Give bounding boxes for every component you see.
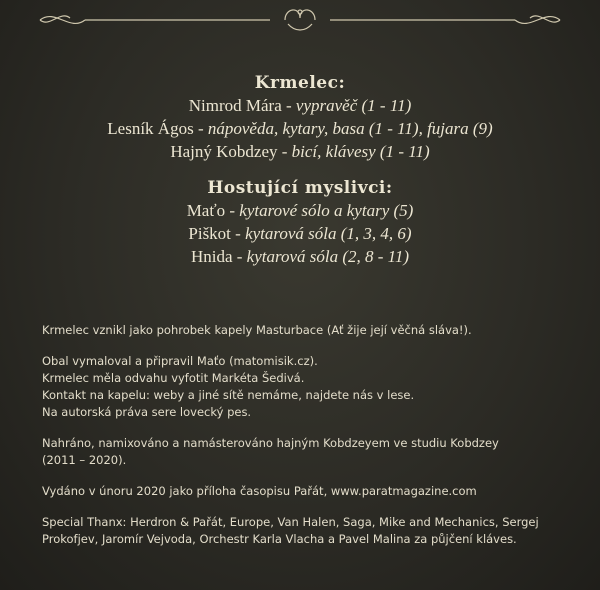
- member-line: [0, 117, 600, 140]
- guest-role: - kytarová sóla (1, 3, 4, 6): [235, 224, 412, 243]
- credits-block: [0, 72, 600, 268]
- liner-notes: [42, 322, 572, 548]
- release-note: Vydáno v únoru 2020 jako příloha časopisu Pařát, www.paratmagazine.com: [42, 484, 477, 498]
- guest-role: - kytarová sóla (2, 8 - 11): [236, 247, 410, 266]
- recording-note: Nahráno, namixováno a namásterováno hajným Kobdzeyem ve studiu Kobdzey: [42, 436, 499, 450]
- guest-role: - kytarové sólo a kytary (5): [229, 201, 414, 220]
- art-note: Obal vymaloval a připravil Maťo (matomisik.cz).: [42, 354, 318, 368]
- thanks-note: Special Thanx: Herdron & Pařát, Europe, Van Halen, Saga, Mike and Mechanics, Sergej: [42, 515, 539, 529]
- guest-heading: Hostující myslivci:: [207, 178, 393, 198]
- guest-line: [0, 222, 600, 245]
- member-role: - nápověda, kytary, basa (1 - 11), fujara (9): [197, 119, 493, 138]
- guest-line: [0, 245, 600, 268]
- band-heading: Krmelec:: [254, 73, 346, 93]
- member-line: [0, 94, 600, 117]
- guest-group: [0, 177, 600, 268]
- origin-note: Krmelec vznikl jako pohrobek kapely Masturbace (Ať žije její věčná sláva!).: [42, 323, 472, 337]
- member-name: Nimrod Mára: [188, 96, 282, 115]
- member-line: [0, 140, 600, 163]
- recording-years: (2011 – 2020).: [42, 453, 127, 467]
- member-role: - vypravěč (1 - 11): [286, 96, 412, 115]
- thanks-note-cont: Prokofjev, Jaromír Vejvoda, Orchestr Karla Vlacha a Pavel Malina za půjčení kláves.: [42, 532, 517, 546]
- guest-name: Maťo: [186, 201, 226, 220]
- decorative-ornament: [0, 0, 600, 40]
- contact-note: Kontakt na kapelu: weby a jiné sítě nemáme, najdete nás v lese.: [42, 388, 415, 402]
- copyright-note: Na autorská práva sere lovecký pes.: [42, 405, 252, 419]
- guest-name: Piškot: [188, 224, 231, 243]
- guest-line: [0, 199, 600, 222]
- photo-note: Krmelec měla odvahu vyfotit Markéta Šedivá.: [42, 371, 305, 385]
- member-role: - bicí, klávesy (1 - 11): [281, 142, 430, 161]
- member-name: Lesník Ágos: [107, 119, 194, 138]
- member-name: Hajný Kobdzey: [170, 142, 278, 161]
- guest-name: Hnida: [190, 247, 233, 266]
